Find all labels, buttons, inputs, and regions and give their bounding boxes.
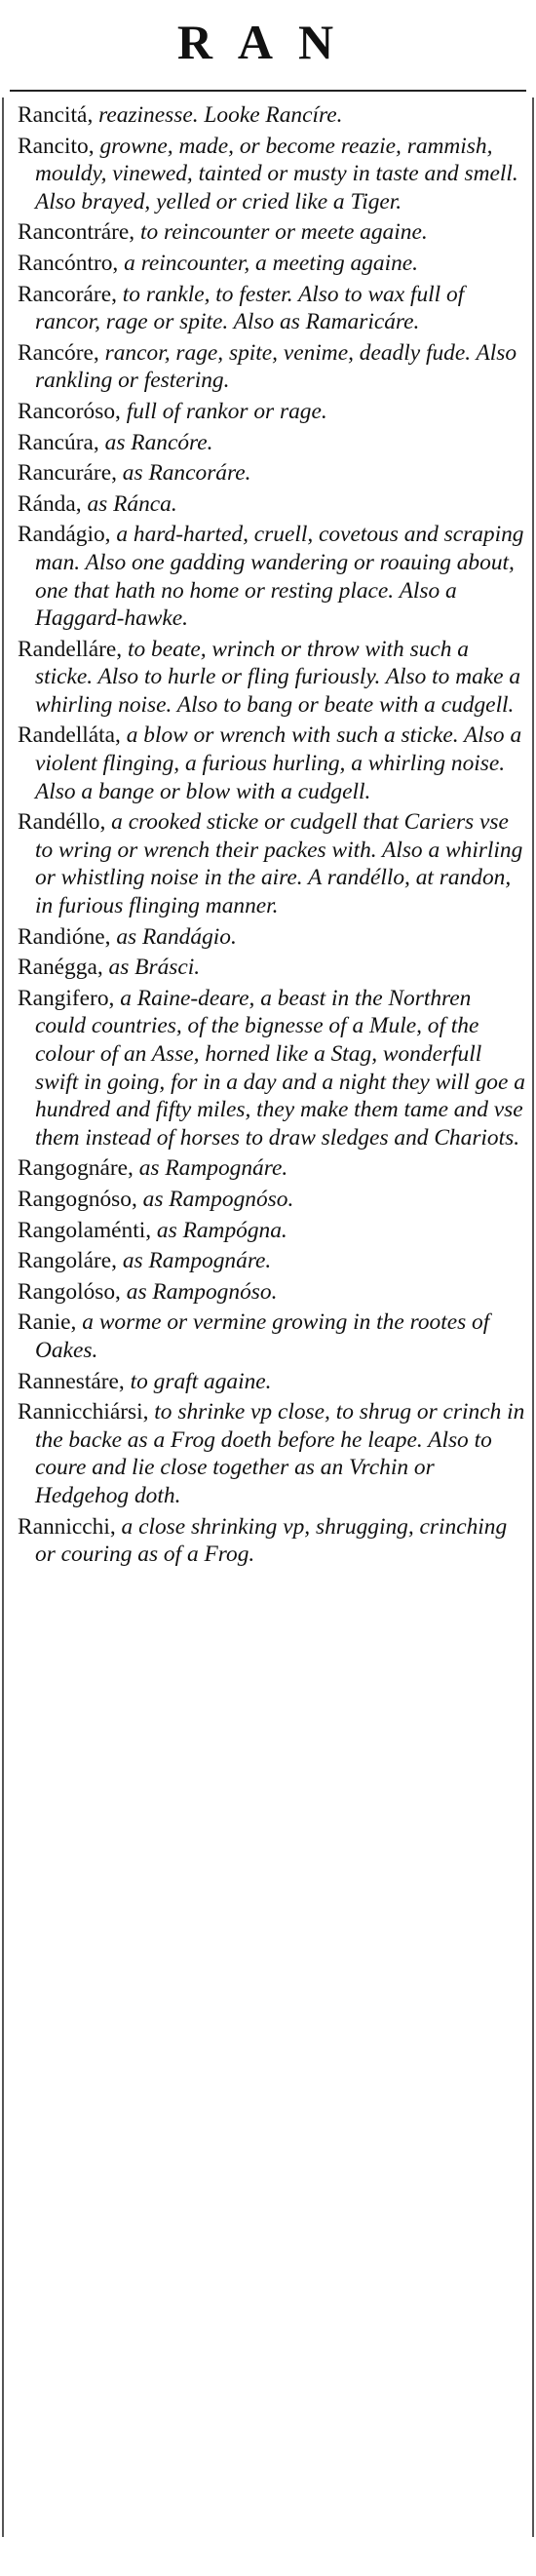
dictionary-entry [18, 985, 526, 1152]
dictionary-entry [18, 1398, 526, 1509]
left-column-rule [2, 98, 4, 2537]
dictionary-entry [18, 429, 526, 457]
definition: to shrinke vp close, to shrug or crinch in the backe as a Frog doeth before he leape. Also to coure and lie close together as an Vrchin or Hedgehog doth. [35, 1399, 525, 1508]
headword: Ranie, [18, 1309, 77, 1336]
definition: as Rampognóso. [136, 1186, 294, 1212]
dictionary-entry [18, 1513, 526, 1569]
definition: as Rampógna. [151, 1217, 287, 1243]
dictionary-entry [18, 101, 526, 130]
dictionary-entry [18, 281, 526, 336]
headword: Rannestáre, [18, 1368, 125, 1394]
definition: as Rancoráre. [116, 460, 251, 487]
running-head: RAN [176, 15, 360, 69]
dictionary-entry [18, 1368, 526, 1396]
definition: to reincounter or meete againe. [134, 219, 428, 246]
headword: Ranégga, [18, 955, 103, 981]
dictionary-entry [18, 1308, 526, 1364]
definition: reazinesse. Looke Rancíre. [93, 102, 343, 128]
headword: Rannicchiársi, [18, 1399, 149, 1425]
headword: Rangolóso, [18, 1278, 121, 1305]
headword: Rannicchi, [18, 1513, 116, 1540]
header-rule [10, 90, 526, 92]
definition: a blow or wrench with such a sticke. Also a violent flinging, a furious hurling, a whirling noise. Also a bange or blow with a cudgell. [35, 722, 522, 804]
definition: rancor, rage, spite, venime, deadly fude. Also rankling or festering. [35, 339, 517, 394]
entry-list [18, 101, 526, 1572]
dictionary-entry [18, 1154, 526, 1183]
dictionary-entry [18, 218, 526, 247]
definition: as Ránca. [81, 490, 177, 517]
definition: a reincounter, a meeting againe. [118, 250, 418, 276]
headword: Rancoráre, [18, 281, 117, 307]
headword: Rancontráre, [18, 219, 135, 246]
definition: a worme or vermine growing in the rootes of Oakes. [35, 1309, 490, 1363]
headword: Rangifero, [18, 985, 115, 1011]
definition: a hard-harted, cruell, covetous and scraping man. Also one gadding wandering or roauing about, one that hath no home or resting place. Also a Haggard-hawke. [35, 522, 524, 632]
definition: as Rancóre. [98, 429, 213, 455]
dictionary-entry [18, 722, 526, 805]
dictionary-entry [18, 398, 526, 426]
dictionary-entry [18, 339, 526, 395]
definition: as Rampognáre. [133, 1155, 288, 1182]
headword: Ránda, [18, 490, 82, 517]
headword: Randelláta, [18, 722, 121, 749]
dictionary-entry [18, 1278, 526, 1307]
definition: to rankle, to fester. Also to wax full of rancor, rage or spite. Also as Ramaricáre. [35, 281, 465, 335]
headword: Rancito, [18, 133, 95, 159]
right-column-rule [532, 98, 534, 2537]
dictionary-entry [18, 636, 526, 720]
headword: Randióne, [18, 923, 111, 950]
headword: Rancóntro, [18, 250, 119, 276]
headword: Rancuráre, [18, 460, 117, 487]
dictionary-entry [18, 133, 526, 216]
definition: full of rankor or rage. [120, 398, 327, 424]
dictionary-entry [18, 490, 526, 519]
headword: Rangolaménti, [18, 1217, 152, 1243]
headword: Randelláre, [18, 636, 123, 662]
dictionary-entry [18, 459, 526, 488]
dictionary-entry [18, 923, 526, 952]
dictionary-entry [18, 521, 526, 632]
definition: a close shrinking vp, shrugging, crinching or couring as of a Frog. [35, 1513, 508, 1568]
headword: Rancúra, [18, 429, 99, 455]
definition: growne, made, or become reazie, rammish, mouldy, vinewed, tainted or musty in taste and smell. Also brayed, yelled or cried like a Tiger. [35, 133, 518, 215]
headword: Rangoláre, [18, 1248, 117, 1274]
dictionary-entry [18, 1247, 526, 1275]
definition: as Brásci. [102, 955, 201, 981]
dictionary-entry [18, 954, 526, 982]
definition: to beate, wrinch or throw with such a sticke. Also to hurle or fling furiously. Also to make a whirling noise. Also to bang or beate with a cudgell. [35, 636, 521, 718]
definition: as Randágio. [110, 923, 237, 950]
headword: Randéllo, [18, 809, 106, 836]
headword: Rangognóso, [18, 1186, 137, 1212]
dictionary-entry [18, 808, 526, 919]
headword: Randágio, [18, 522, 111, 548]
definition: a Raine-deare, a beast in the Northren could countries, of the bignesse of a Mule, of the colour of an Asse, horned like a Stag, wonderfull swift in going, for in a day and a night they will goe a hundred and fifty miles, they make them tame and vse them instead of horses to draw sledges and Chariots. [35, 985, 525, 1151]
definition: as Rampognáre. [116, 1248, 272, 1274]
dictionary-entry [18, 250, 526, 278]
headword: Rancitá, [18, 102, 94, 128]
definition: a crooked sticke or cudgell that Cariers vse to wring or wrench their packes with. Also a whirling or whistling noise in the aire. A randéllo, at randon, in furious flinging manner. [35, 809, 523, 919]
headword: Rangognáre, [18, 1155, 134, 1182]
definition: as Rampognóso. [120, 1278, 278, 1305]
dictionary-entry [18, 1217, 526, 1245]
headword: Rancoróso, [18, 398, 121, 424]
dictionary-entry [18, 1186, 526, 1214]
headword: Rancóre, [18, 339, 99, 366]
definition: to graft againe. [124, 1368, 272, 1394]
